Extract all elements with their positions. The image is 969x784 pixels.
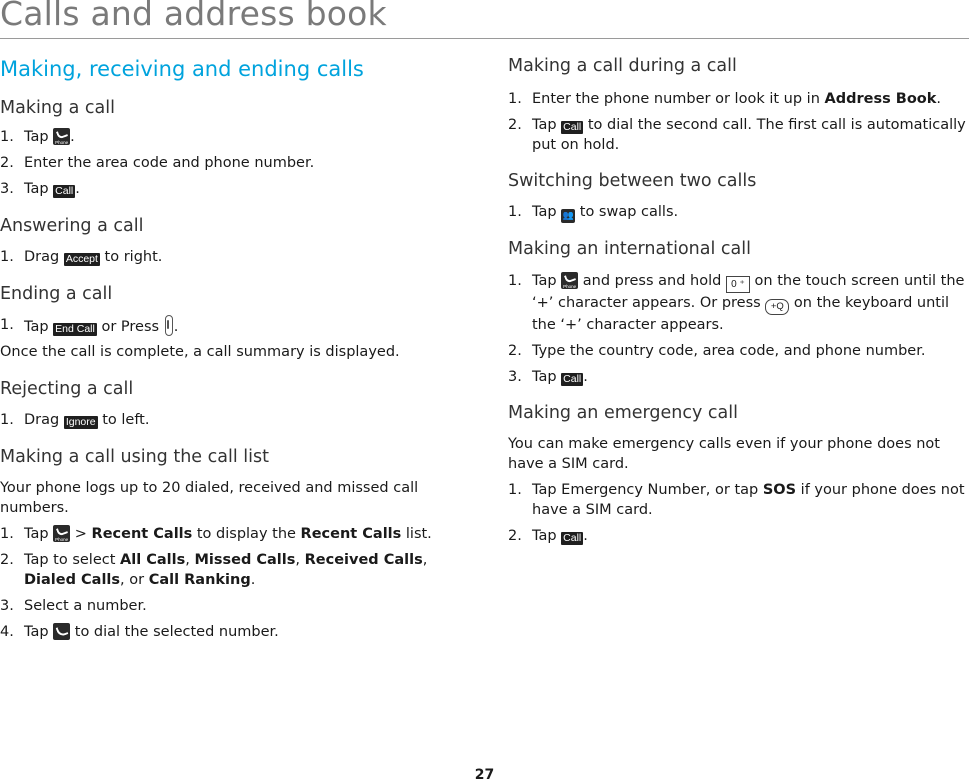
step-number: 2. [0,155,14,171]
option-missed-calls: Missed Calls [194,552,296,568]
step-text: on the keyboard until the ‘+’ character appears. [532,295,949,333]
step-number: 1. [508,482,522,498]
rejecting-steps [0,410,470,430]
call-button-label: Call [563,121,582,133]
option-call-ranking: Call Ranking [148,572,251,588]
accept-button-label: Accept [65,253,98,265]
making-steps [0,127,470,199]
step-text: Tap Emergency Number, or tap [532,482,763,498]
switching-steps [508,202,969,223]
during-steps [508,89,969,155]
chapter-title: Calls and address book [0,0,387,33]
step-number: 1. [0,526,14,542]
emergency-intro: You can make emergency calls even if your phone does not have a SIM card. [508,436,940,472]
step-number: 3. [0,598,14,614]
separator: , [185,552,195,568]
step-text: and press and hold [578,273,726,289]
step-text: Tap [24,129,54,145]
header-rule [0,38,969,39]
list-item [0,410,470,430]
step-text: . [173,319,179,335]
list-item [0,179,470,199]
list-item [508,341,969,361]
step-text: to swap calls. [575,204,679,220]
menu-recent-calls: Recent Calls [91,526,193,542]
step-text: Drag [24,412,64,428]
call-button-label: Call [55,185,74,197]
step-text: or Press [96,319,164,335]
list-item [0,247,470,267]
separator: , or [120,572,149,588]
step-text: Tap [532,369,562,385]
international-steps [508,271,969,387]
heading-ending-a-call: Ending a call [0,284,113,304]
heading-switching-calls: Switching between two calls [508,171,757,191]
step-text: to right. [99,249,163,265]
heading-emergency-call: Making an emergency call [508,403,739,423]
step-number: 2. [508,528,522,544]
step-text: Type the country code, area code, and phone number. [532,343,926,359]
list-item [508,115,969,155]
sos-label: SOS [762,482,797,498]
left-column [0,54,470,642]
step-text: Tap [532,204,562,220]
step-text: to display the [192,526,301,542]
step-text: Tap [24,526,54,542]
call-button-label: Call [563,373,582,385]
step-text: Tap to select [24,552,121,568]
separator: , [295,552,305,568]
heading-answering-a-call: Answering a call [0,216,144,236]
step-number: 1. [0,249,14,265]
answering-steps [0,247,470,267]
list-item [0,596,470,616]
list-item [508,526,969,546]
step-text: to dial the selected number. [70,624,279,640]
address-book-label: Address Book [824,91,937,107]
end-key-icon [165,315,173,336]
call-list-intro: Your phone logs up to 20 dialed, received and missed call numbers. [0,480,419,516]
separator: , [422,552,428,568]
step-number: 1. [508,204,522,220]
call-button-label: Call [563,532,582,544]
step-number: 1. [508,273,522,289]
right-column [508,54,969,546]
phone-app-icon [561,272,578,289]
heading-call-during-call: Making a call during a call [508,56,737,76]
step-text: Enter the area code and phone number. [24,155,315,171]
step-text: Drag [24,249,64,265]
step-text: . [583,528,588,544]
step-text: > [70,526,92,542]
heading-making-a-call: Making a call [0,98,115,118]
list-item [508,202,969,223]
step-text: . [583,369,588,385]
step-text: to left. [97,412,150,428]
zero-key-icon: 0 ⁺ [726,276,750,293]
step-text: Tap [532,117,562,133]
list-item [0,315,470,337]
list-item [508,271,969,335]
ignore-button-label: Ignore [65,416,96,428]
ending-steps [0,315,470,337]
step-text: list. [401,526,432,542]
step-text: Tap [24,319,54,335]
step-text: on the touch screen until the ‘+’ character appears. Or press [532,273,965,311]
phone-app-icon [53,128,70,145]
step-text: . [936,91,942,107]
step-number: 2. [508,117,522,133]
list-item [508,367,969,387]
step-text: Tap [532,528,562,544]
option-received-calls: Received Calls [304,552,423,568]
step-number: 2. [0,552,14,568]
list-recent-calls: Recent Calls [300,526,402,542]
call-list-steps [0,524,470,642]
step-number: 3. [0,181,14,197]
plus-q-key-icon: +Q [765,299,789,315]
step-text: to dial the second call. The first call is automatically put on hold. [532,117,966,153]
heading-international-call: Making an international call [508,239,751,259]
list-item [0,524,470,544]
step-text: . [75,181,80,197]
step-number: 1. [0,412,14,428]
heading-rejecting-a-call: Rejecting a call [0,379,134,399]
handset-icon [53,623,70,640]
list-item [0,550,470,590]
ending-note: Once the call is complete, a call summary is displayed. [0,344,400,360]
step-number: 1. [0,129,14,145]
option-dialed-calls: Dialed Calls [24,572,121,588]
emergency-steps [508,480,969,546]
list-item [0,153,470,173]
step-number: 3. [508,369,522,385]
heading-call-list: Making a call using the call list [0,447,269,467]
step-text: Tap [24,181,54,197]
step-text: Tap [532,273,562,289]
step-number: 1. [0,317,14,333]
step-text: if your phone does not have a SIM card. [532,482,965,518]
step-text: . [70,129,75,145]
step-text: Enter the phone number or look it up in [532,91,825,107]
phone-app-icon [53,525,70,542]
swap-calls-icon: 👥 [562,211,574,221]
section-title: Making, receiving and ending calls [0,57,364,81]
step-number: 4. [0,624,14,640]
list-item [0,622,470,642]
option-all-calls: All Calls [120,552,186,568]
list-item [0,127,470,147]
step-number: 1. [508,91,522,107]
step-text: Select a number. [24,598,147,614]
step-number: 2. [508,343,522,359]
end-call-button-label: End Call [55,323,95,335]
separator: . [250,572,256,588]
step-text: Tap [24,624,54,640]
list-item [508,480,969,520]
list-item [508,89,969,109]
page-number: 27 [474,767,495,783]
